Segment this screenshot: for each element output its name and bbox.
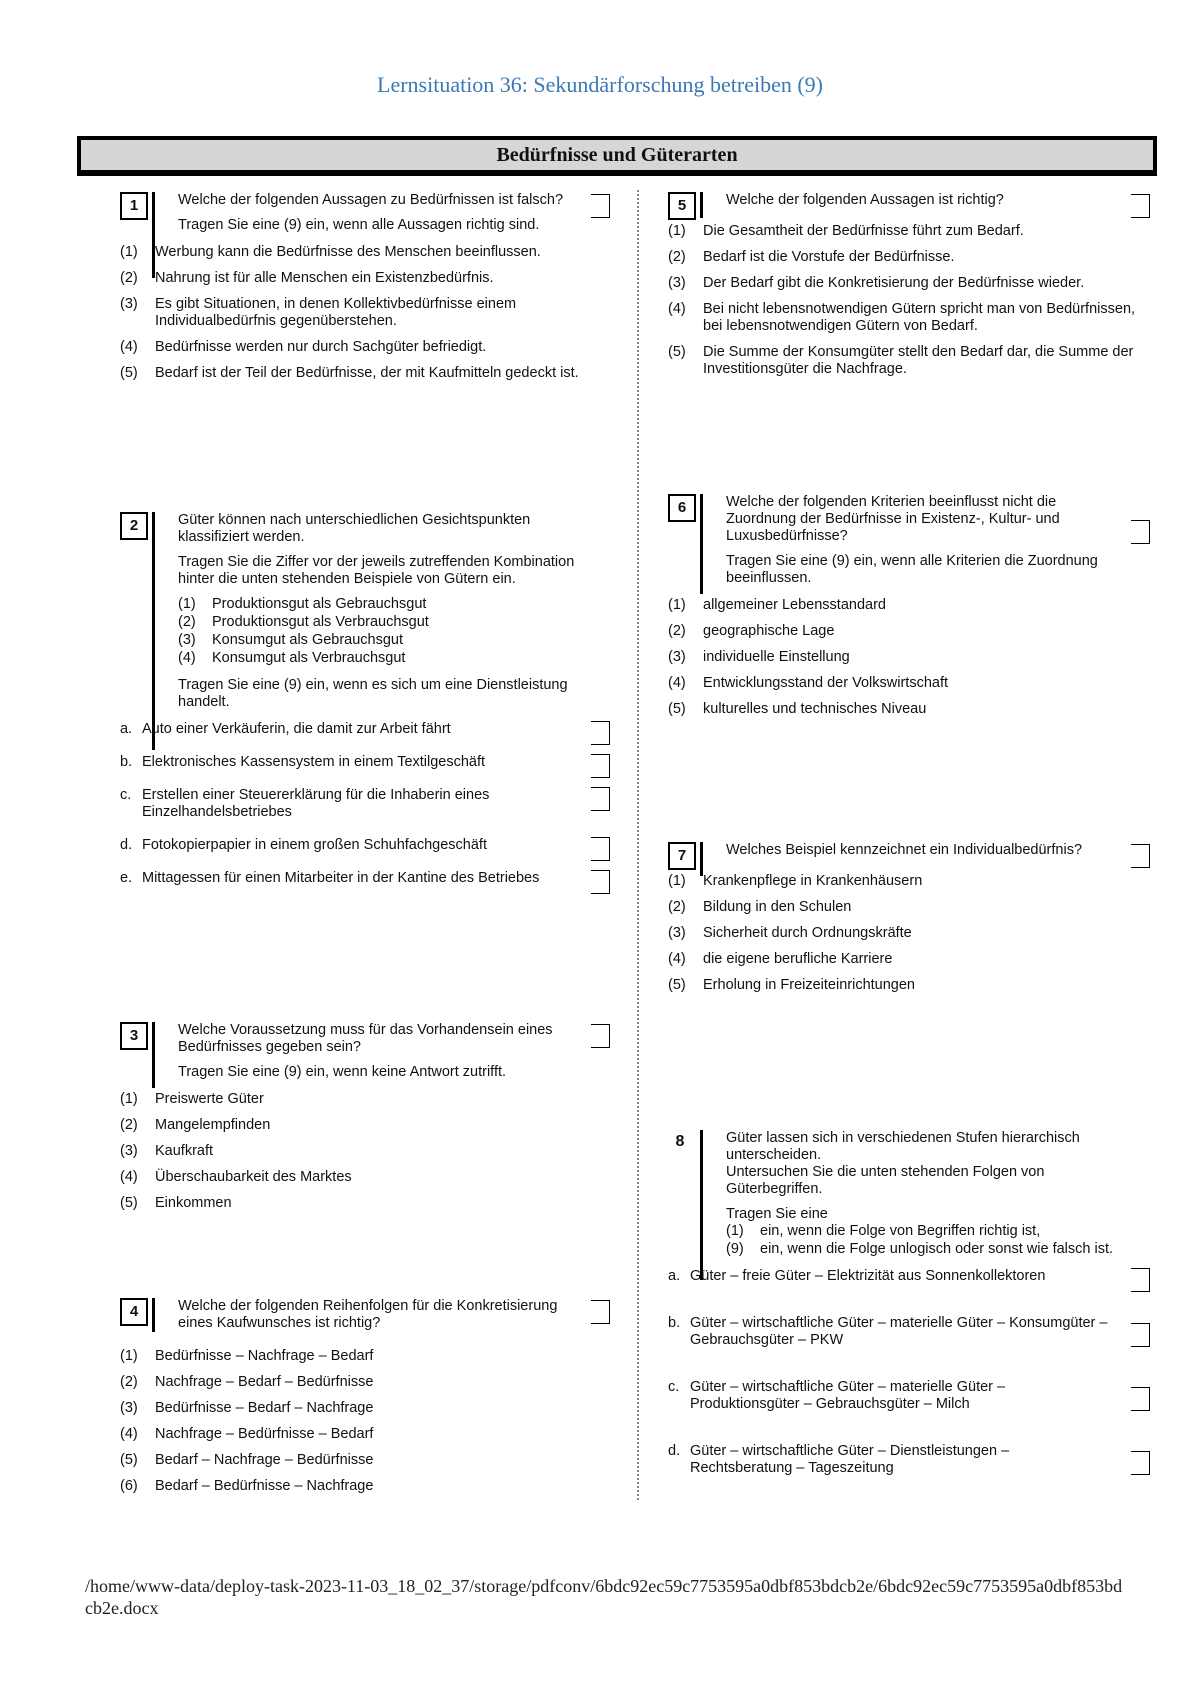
category-item: (4) Konsumgut als Verbrauchsgut xyxy=(178,650,406,666)
option-item: (3) individuelle Einstellung xyxy=(668,649,850,665)
option-item: (2) geographische Lage xyxy=(668,623,835,639)
options-list xyxy=(668,223,1150,378)
answer-box[interactable] xyxy=(1131,194,1150,218)
item-row: d. Fotokopierpapier in einem großen Schuhfachgeschäft xyxy=(120,837,610,854)
answer-box[interactable] xyxy=(591,1024,610,1048)
question-text: Welche der folgenden Reihenfolgen für die Konkretisierung eines Kaufwunsches ist richtig? xyxy=(178,1298,558,1331)
option-item: (2) Nahrung ist für alle Menschen ein Existenzbedürfnis. xyxy=(120,270,494,286)
items-list xyxy=(120,721,610,887)
question-text: Güter können nach unterschiedlichen Gesichtspunkten klassifiziert werden. xyxy=(178,512,531,545)
question-4 xyxy=(120,1298,610,1504)
question-text: Welches Beispiel kennzeichnet ein Individualbedürfnis? xyxy=(726,842,1083,858)
items-list xyxy=(668,1268,1150,1477)
option-item: (1) Bedürfnisse – Nachfrage – Bedarf xyxy=(120,1348,374,1364)
option-item: (3) Es gibt Situationen, in denen Kollektivbedürfnisse einem Individualbedürfnis gegenüberstehen. xyxy=(120,296,517,329)
item-row: b. Güter – wirtschaftliche Güter – materielle Güter – Konsumgüter – Gebrauchsgüter – PKW xyxy=(668,1315,1150,1349)
column-divider xyxy=(637,190,639,1500)
question-3 xyxy=(120,1022,610,1221)
question-text: Welche der folgenden Kriterien beeinflusst nicht die Zuordnung der Bedürfnisse in Existenz-, Kultur- und Luxusbedürfnisse? xyxy=(726,494,1060,544)
option-item: (4) Bei nicht lebensnotwendigen Gütern spricht man von Bedürfnissen, bei lebensnotwendigen Gütern von Bedarf. xyxy=(668,301,1136,334)
question-number: 8 xyxy=(668,1130,692,1154)
instruction-text: Tragen Sie eine xyxy=(726,1206,828,1222)
question-1 xyxy=(120,192,610,391)
item-row: b. Elektronisches Kassensystem in einem Textilgeschäft xyxy=(120,754,610,771)
question-text: Welche Voraussetzung muss für das Vorhandensein eines Bedürfnisses gegeben sein? xyxy=(178,1022,553,1055)
question-8 xyxy=(668,1130,1150,1493)
item-row: d. Güter – wirtschaftliche Güter – Dienstleistungen – Rechtsberatung – Tageszeitung xyxy=(668,1443,1150,1477)
item-row: c. Erstellen einer Steuererklärung für die Inhaberin eines Einzelhandelsbetriebes xyxy=(120,787,610,821)
item-row: e. Mittagessen für einen Mitarbeiter in der Kantine des Betriebes xyxy=(120,870,610,887)
question-bar xyxy=(152,192,155,278)
answer-box[interactable] xyxy=(591,837,610,861)
answer-box[interactable] xyxy=(1131,844,1150,868)
question-number: 5 xyxy=(668,192,696,220)
question-number: 7 xyxy=(668,842,696,870)
answer-box[interactable] xyxy=(591,870,610,894)
question-bar xyxy=(700,1130,703,1280)
question-text: Welche der folgenden Aussagen zu Bedürfnissen ist falsch? xyxy=(178,192,564,208)
answer-box[interactable] xyxy=(1131,1387,1150,1411)
instruction-text: Tragen Sie eine (9) ein, wenn es sich um eine Dienstleistung handelt. xyxy=(178,677,568,710)
item-row: c. Güter – wirtschaftliche Güter – materielle Güter – Produktionsgüter – Gebrauchsgüter – Milch xyxy=(668,1379,1150,1413)
section-banner: Bedürfnisse und Güterarten xyxy=(77,136,1157,176)
instruction-text: Tragen Sie eine (9) ein, wenn keine Antwort zutrifft. xyxy=(178,1064,507,1080)
question-number: 3 xyxy=(120,1022,148,1050)
option-item: (5) Bedarf ist der Teil der Bedürfnisse, der mit Kaufmitteln gedeckt ist. xyxy=(120,365,579,381)
question-bar xyxy=(152,1022,155,1088)
instruction-text: Tragen Sie die Ziffer vor der jeweils zutreffenden Kombination hinter die unten stehenden Beispiele von Gütern ein. xyxy=(178,554,575,587)
answer-box[interactable] xyxy=(1131,1451,1150,1475)
question-bar xyxy=(700,494,703,594)
option-item: (1) Krankenpflege in Krankenhäusern xyxy=(668,873,923,889)
answer-box[interactable] xyxy=(591,787,610,811)
category-item: (1) Produktionsgut als Gebrauchsgut xyxy=(178,596,427,612)
option-item: (5) kulturelles und technisches Niveau xyxy=(668,701,927,717)
option-item: (5) Bedarf – Nachfrage – Bedürfnisse xyxy=(120,1452,374,1468)
item-row: a. Güter – freie Güter – Elektrizität aus Sonnenkollektoren xyxy=(668,1268,1150,1285)
option-item: (3) Der Bedarf gibt die Konkretisierung der Bedürfnisse wieder. xyxy=(668,275,1085,291)
option-item: (5) Erholung in Freizeiteinrichtungen xyxy=(668,977,915,993)
category-list xyxy=(178,596,580,667)
option-item: (1) Werbung kann die Bedürfnisse des Menschen beeinflussen. xyxy=(120,244,541,260)
question-5 xyxy=(668,192,1150,387)
category-item: (3) Konsumgut als Gebrauchsgut xyxy=(178,632,404,648)
question-bar xyxy=(152,512,155,750)
answer-box[interactable] xyxy=(1131,1268,1150,1292)
options-list xyxy=(120,1091,610,1212)
answer-box[interactable] xyxy=(591,721,610,745)
options-list xyxy=(120,244,610,382)
instruction-item: (1) ein, wenn die Folge von Begriffen richtig ist, xyxy=(726,1223,1041,1239)
option-item: (2) Bildung in den Schulen xyxy=(668,899,852,915)
question-text-2: Untersuchen Sie die unten stehenden Folgen von Güterbegriffen. xyxy=(726,1164,1045,1197)
instruction-text: Tragen Sie eine (9) ein, wenn alle Kriterien die Zuordnung beeinflussen. xyxy=(726,553,1098,586)
option-item: (1) Die Gesamtheit der Bedürfnisse führt zum Bedarf. xyxy=(668,223,1024,239)
question-number: 1 xyxy=(120,192,148,220)
options-list xyxy=(668,873,1150,994)
question-number: 6 xyxy=(668,494,696,522)
option-item: (4) Überschaubarkeit des Marktes xyxy=(120,1169,352,1185)
option-item: (2) Mangelempfinden xyxy=(120,1117,271,1133)
option-item: (4) Bedürfnisse werden nur durch Sachgüter befriedigt. xyxy=(120,339,487,355)
question-number: 2 xyxy=(120,512,148,540)
question-number: 4 xyxy=(120,1298,148,1326)
option-item: (1) Preiswerte Güter xyxy=(120,1091,264,1107)
option-item: (4) Entwicklungsstand der Volkswirtschaft xyxy=(668,675,948,691)
answer-box[interactable] xyxy=(1131,1323,1150,1347)
answer-box[interactable] xyxy=(591,1300,610,1324)
option-item: (2) Bedarf ist die Vorstufe der Bedürfnisse. xyxy=(668,249,955,265)
option-item: (4) Nachfrage – Bedürfnisse – Bedarf xyxy=(120,1426,374,1442)
option-item: (2) Nachfrage – Bedarf – Bedürfnisse xyxy=(120,1374,374,1390)
answer-box[interactable] xyxy=(1131,520,1150,544)
question-text: Güter lassen sich in verschiedenen Stufen hierarchisch unterscheiden. xyxy=(726,1130,1080,1163)
options-list xyxy=(668,597,1150,718)
item-row: a. Auto einer Verkäuferin, die damit zur Arbeit fährt xyxy=(120,721,610,738)
option-item: (5) Die Summe der Konsumgüter stellt den Bedarf dar, die Summe der Investitionsgüter die Nachfrage. xyxy=(668,344,1134,377)
question-2 xyxy=(120,512,610,903)
option-item: (3) Sicherheit durch Ordnungskräfte xyxy=(668,925,912,941)
option-item: (1) allgemeiner Lebensstandard xyxy=(668,597,886,613)
question-7 xyxy=(668,842,1150,1003)
instruction-item: (9) ein, wenn die Folge unlogisch oder sonst wie falsch ist. xyxy=(726,1241,1114,1257)
option-item: (3) Bedürfnisse – Bedarf – Nachfrage xyxy=(120,1400,374,1416)
question-bar xyxy=(152,1298,155,1332)
instruction-list xyxy=(726,1223,1140,1258)
option-item: (6) Bedarf – Bedürfnisse – Nachfrage xyxy=(120,1478,374,1494)
question-bar xyxy=(700,842,703,876)
option-item: (5) Einkommen xyxy=(120,1195,232,1211)
answer-box[interactable] xyxy=(591,194,610,218)
question-bar xyxy=(700,192,703,218)
option-item: (3) Kaufkraft xyxy=(120,1143,214,1159)
options-list xyxy=(120,1348,610,1495)
question-text: Welche der folgenden Aussagen ist richtig? xyxy=(726,192,1004,208)
answer-box[interactable] xyxy=(591,754,610,778)
footer-file-path: /home/www-data/deploy-task-2023-11-03_18_02_37/storage/pdfconv/6bdc92ec59c7753595a0dbf853bdcb2e/6bdc92ec59c7753595a0dbf853bdcb2e.docx xyxy=(85,1576,1123,1618)
category-item: (2) Produktionsgut als Verbrauchsgut xyxy=(178,614,429,630)
option-item: (4) die eigene berufliche Karriere xyxy=(668,951,893,967)
instruction-text: Tragen Sie eine (9) ein, wenn alle Aussagen richtig sind. xyxy=(178,217,540,233)
page-title: Lernsituation 36: Sekundärforschung betreiben (9) xyxy=(377,72,823,97)
question-6 xyxy=(668,494,1150,727)
